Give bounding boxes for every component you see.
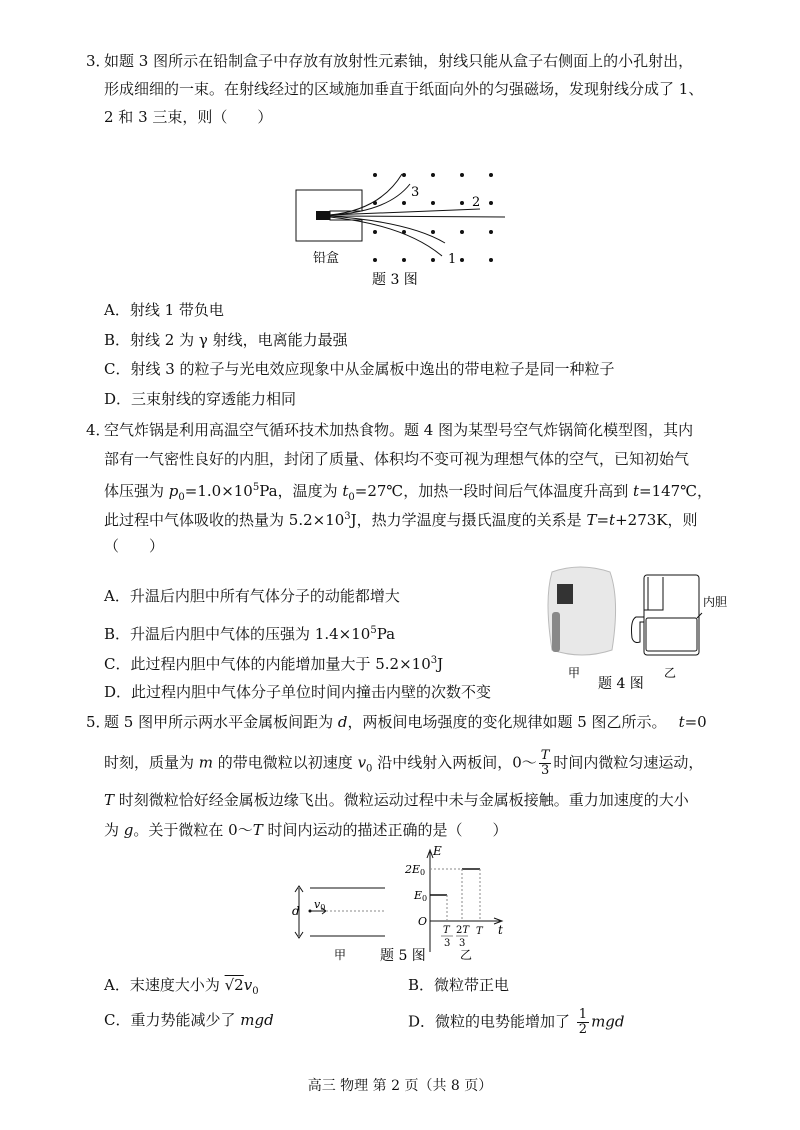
q5-text-line: T 时刻微粒恰好经金属板边缘飞出。微粒运动过程中未与金属板接触。重力加速度的大小	[104, 791, 689, 809]
q3-text-line: 形成细细的一束。在射线经过的区域施加垂直于纸面向外的匀强磁场，发现射线分成了 1、	[104, 80, 704, 98]
figure-4-label-yi: 乙	[664, 666, 677, 680]
tick-e0: E0	[414, 889, 428, 903]
figure-5-label-yi: 乙	[460, 948, 473, 962]
q4-text-line: 空气炸锅是利用高温空气循环技术加热食物。题 4 图为某型号空气炸锅简化模型图，其内	[104, 421, 694, 439]
ray-3-label: 3	[411, 185, 420, 200]
radioactive-source	[316, 211, 330, 220]
fraction-t-over-3: $\frac{T}{3}$	[540, 748, 550, 778]
q3-text-line: 如题 3 图所示在铅制盒子中存放有放射性元素铀，射线只能从盒子右侧面上的小孔射出，	[104, 52, 694, 70]
q4-option-d[interactable]: D．此过程内胆中气体分子单位时间内撞击内壁的次数不变	[104, 683, 492, 701]
q4-number: 4．	[86, 421, 111, 439]
q4-option-b[interactable]: B．升温后内胆中气体的压强为 $1.4\times 10^5Pa$	[104, 625, 396, 643]
tick-2t-over-3-num: 2T	[456, 925, 470, 936]
tick-2t-over-3-den: 3	[459, 938, 466, 949]
q4-option-a[interactable]: A．升温后内胆中所有气体分子的动能都增大	[104, 587, 400, 605]
q4-text-line: 部有一气密性良好的内胆，封闭了质量、体积均不变可视为理想气体的空气，已知初始气	[104, 450, 690, 468]
ray-1-label: 1	[448, 252, 457, 267]
q4-text-line: 体压强为 $p_0=1.0\times 10^5Pa$，温度为 $t_0=27℃$，加热一段时间后气体温度升高到 t=147℃，	[104, 482, 713, 503]
q3-option-c[interactable]: C．射线 3 的粒子与光电效应现象中从金属板中逸出的带电粒子是同一种粒子	[104, 360, 615, 378]
q5-option-a[interactable]: A．末速度大小为 $√2v_0$	[104, 976, 259, 997]
figure-4-label-jia: 甲	[568, 666, 581, 680]
figure-4-caption: 题 4 图	[598, 676, 644, 692]
figure-5	[270, 840, 530, 970]
q3-option-d[interactable]: D．三束射线的穿透能力相同	[104, 390, 297, 408]
tick-t: T	[476, 926, 483, 937]
figure-3-caption: 题 3 图	[372, 272, 418, 288]
v0-label: v0	[314, 898, 326, 912]
q4-text-line: 此过程中气体吸收的热量为 $5.2\times 10^3J$，热力学温度与摄氏温度的关系是 T=t+273K，则	[104, 511, 698, 529]
lead-box-label: 铅盒	[313, 251, 340, 266]
tick-t-over-3-den: 3	[444, 938, 451, 949]
q4-option-c[interactable]: C．此过程内胆中气体的内能增加量大于 $5.2\times 10^3J$	[104, 655, 444, 673]
figure-5-label-jia: 甲	[334, 948, 347, 962]
ray-2-label: 2	[472, 195, 481, 210]
q3-number: 3．	[86, 52, 111, 70]
q5-option-d[interactable]: D．微粒的电势能增加了 $\frac{1}{2}$ mgd	[408, 1007, 625, 1037]
q4-answer-blank: （ ）	[104, 537, 165, 555]
q5-option-b[interactable]: B．微粒带正电	[408, 976, 510, 994]
figure-4-air-fryer	[530, 560, 730, 700]
t-axis-label: t	[498, 923, 503, 937]
figure-3-magnetic-field	[280, 160, 540, 290]
q5-text-line: 题 5 图甲所示两水平金属板间距为 d，两板间电场强度的变化规律如题 5 图乙所示。 t=0	[104, 713, 707, 731]
tick-t-over-3-num: T	[443, 925, 450, 936]
q3-text-line: 2 和 3 三束，则（ ）	[104, 108, 273, 126]
tick-2e0: 2E0	[405, 863, 426, 877]
inner-pot-label: 内胆	[703, 595, 728, 609]
origin-label: O	[418, 915, 428, 928]
e-axis-label: E	[433, 844, 442, 858]
fraction-one-half: $\frac{1}{2}$	[578, 1007, 588, 1037]
plate-gap-d-label: d	[292, 904, 300, 918]
q5-text-line: 为 g。关于微粒在 0～T 时间内运动的描述正确的是（ ）	[104, 821, 508, 839]
q5-text-line: 时刻，质量为 m 的带电微粒以初速度 $v_0$ 沿中线射入两板间，0～ $\frac{T}{3}$ 时间内微粒匀速运动，	[104, 748, 704, 778]
figure-5-caption: 题 5 图	[380, 948, 426, 964]
page-footer: 高三 物理 第 2 页（共 8 页）	[307, 1078, 493, 1094]
e-t-graph-axes	[427, 850, 502, 952]
q5-number: 5．	[86, 713, 111, 731]
q3-option-b[interactable]: B．射线 2 为 γ 射线，电离能力最强	[104, 331, 348, 349]
q5-option-c[interactable]: C．重力势能减少了 mgd	[104, 1011, 274, 1029]
q3-option-a[interactable]: A．射线 1 带负电	[104, 301, 224, 319]
